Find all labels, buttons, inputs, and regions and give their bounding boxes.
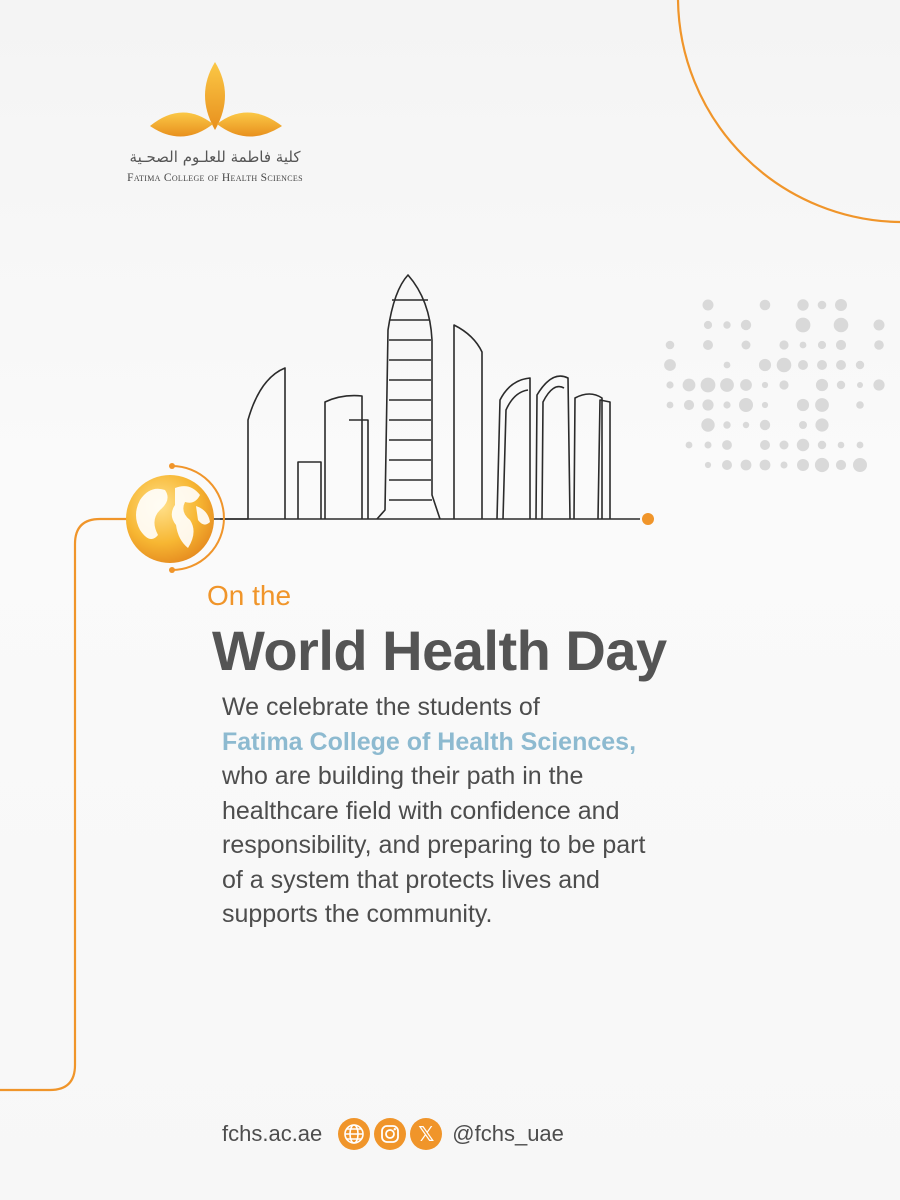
body-rest: who are building their path in the healthcare field with confidence and responsibility, and preparing to be part of a system that protects lives and supports the community.	[222, 762, 646, 928]
pattern-dot	[874, 340, 884, 350]
pattern-dot	[684, 400, 694, 410]
social-icons	[334, 1118, 442, 1150]
pattern-dot	[853, 458, 867, 472]
x-icon[interactable]: 𝕏	[410, 1118, 442, 1150]
college-name-highlight: Fatima College of Health Sciences,	[222, 727, 637, 756]
pattern-dot	[739, 398, 753, 412]
pattern-dot	[760, 300, 771, 311]
pattern-dot	[836, 340, 846, 350]
footer	[222, 1116, 564, 1152]
pattern-dot	[723, 421, 730, 428]
pattern-dot	[705, 462, 711, 468]
pattern-dot	[817, 360, 827, 370]
pattern-dot	[816, 379, 828, 391]
pattern-dot	[667, 402, 674, 409]
pattern-dot	[723, 401, 730, 408]
heading-kicker: On the	[207, 580, 292, 611]
pattern-dot	[722, 440, 732, 450]
pattern-dot	[818, 301, 827, 310]
pattern-dot	[800, 342, 807, 349]
logo-arabic-text: كلية فاطمة للعلـوم الصحـية	[129, 148, 301, 166]
pattern-dot	[835, 299, 847, 311]
globe-icon	[126, 463, 224, 573]
pattern-dot	[664, 359, 676, 371]
timeline-end-dot	[642, 513, 654, 525]
pattern-dot	[779, 340, 788, 349]
skyline-illustration	[190, 275, 640, 519]
pattern-dot	[683, 379, 696, 392]
pattern-dot	[857, 382, 863, 388]
instagram-icon[interactable]	[374, 1118, 406, 1150]
pattern-dot	[836, 460, 846, 470]
pattern-dot	[856, 361, 864, 369]
corner-arc	[678, 0, 900, 222]
pattern-dot	[815, 458, 829, 472]
lotus-logo-icon	[150, 62, 282, 137]
pattern-dot	[762, 402, 768, 408]
pattern-dot	[701, 378, 716, 393]
pattern-dot	[740, 379, 752, 391]
pattern-dot	[723, 321, 730, 328]
pattern-dot	[743, 422, 749, 428]
body-line-start: We celebrate the students of	[222, 693, 540, 721]
pattern-dot	[720, 378, 734, 392]
pattern-dot	[797, 299, 808, 310]
pattern-dot	[856, 401, 864, 409]
pattern-dot	[742, 341, 751, 350]
pattern-dot	[815, 418, 828, 431]
pattern-dot	[797, 439, 809, 451]
pattern-dot	[837, 381, 845, 389]
pattern-dot	[762, 382, 768, 388]
pattern-dot	[779, 380, 788, 389]
pattern-dot	[704, 321, 712, 329]
pattern-dot	[777, 358, 792, 373]
pattern-dot	[818, 441, 826, 449]
globe-icon[interactable]	[338, 1118, 370, 1150]
pattern-dot	[703, 340, 713, 350]
pattern-dot	[818, 341, 826, 349]
pattern-dot	[836, 360, 846, 370]
pattern-dot	[666, 381, 673, 388]
pattern-dot	[686, 442, 693, 449]
pattern-dot	[799, 421, 807, 429]
pattern-dot	[796, 318, 811, 333]
pattern-dot	[741, 460, 752, 471]
pattern-dot	[705, 442, 712, 449]
pattern-dot	[760, 420, 770, 430]
pattern-dot	[857, 442, 864, 449]
pattern-dot	[760, 440, 770, 450]
pattern-dot	[724, 362, 731, 369]
page-title: World Health Day	[212, 619, 667, 682]
pattern-dot	[873, 379, 884, 390]
pattern-dot	[780, 441, 789, 450]
pattern-dot	[701, 418, 714, 431]
pattern-dot	[759, 359, 771, 371]
logo-english-text: Fatima College of Health Sciences	[127, 172, 303, 184]
timeline-line	[0, 519, 175, 1090]
pattern-dot	[834, 318, 849, 333]
pattern-dot	[760, 460, 771, 471]
social-handle[interactable]: @fchs_uae	[452, 1121, 564, 1146]
pattern-dot	[781, 462, 788, 469]
pattern-dot	[874, 320, 885, 331]
website-link[interactable]: fchs.ac.ae	[222, 1121, 323, 1146]
pattern-dot	[798, 360, 808, 370]
pattern-dot	[741, 320, 751, 330]
pattern-dot	[702, 399, 713, 410]
dot-pattern	[664, 299, 885, 472]
pattern-dot	[838, 442, 845, 449]
pattern-dot	[797, 459, 809, 471]
pattern-dot	[815, 398, 829, 412]
pattern-dot	[703, 300, 714, 311]
body-paragraph	[222, 690, 672, 932]
pattern-dot	[666, 341, 675, 350]
pattern-dot	[797, 399, 809, 411]
pattern-dot	[722, 460, 732, 470]
